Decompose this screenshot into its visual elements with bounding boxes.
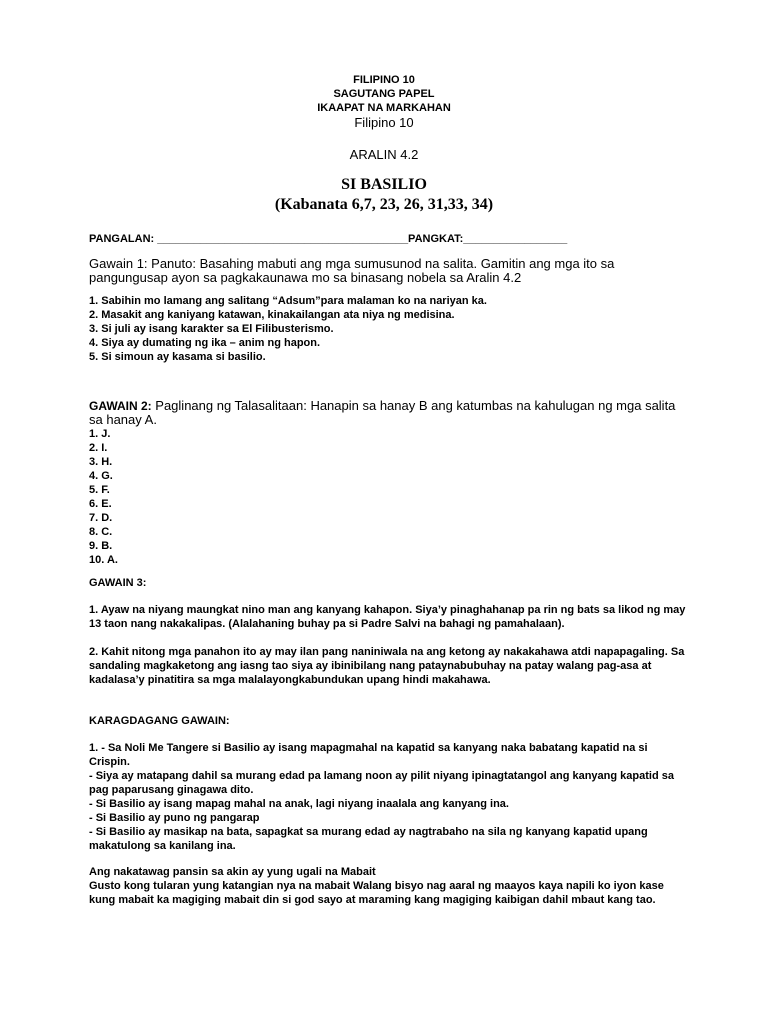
list-item: 8. C.	[89, 526, 113, 538]
closing-line-1: Ang nakatawag pansin sa akin ay yung ugali na Mabait	[89, 866, 376, 878]
gawain1-lead: Gawain 1	[89, 256, 144, 271]
header-filipino: Filipino 10	[354, 115, 414, 130]
title-chapters: (Kabanata 6,7, 23, 26, 31,33, 34)	[274, 196, 494, 213]
closing-answer	[89, 865, 689, 907]
gawain2-text: Paglinang ng Talasalitaan: Hanapin sa hanay B ang katumbas na kahulugan ng mga salita sa hanay A.	[89, 398, 676, 427]
gawain2-list	[89, 427, 689, 567]
list-item: 9. B.	[89, 540, 113, 552]
list-item: 1. J.	[89, 428, 111, 440]
gawain2-lead: GAWAIN 2:	[89, 399, 152, 413]
header-aralin: ARALIN 4.2	[349, 147, 419, 162]
name-section-line: PANGALAN: _________________________________________PANGKAT:_________________	[89, 233, 568, 245]
gawain3-answer-2: 2. Kahit nitong mga panahon ito ay may ilan pang naniniwala na ang ketong ay nakakahawa atdi napapagaling. Sa sandaling magkaketong ang iasng tao siya ay ibinibilang nang pataynabubuhay na patay walang pag-asa at kadalasa’y pinatitira sa mga malalayongkabundukan upang hindi makahawa.	[89, 646, 685, 686]
list-item: 2. I.	[89, 442, 108, 454]
header-markahan: IKAAPAT NA MARKAHAN	[317, 102, 451, 114]
answer-line: - Si Basilio ay puno ng pangarap	[89, 812, 260, 824]
list-item: 5. F.	[89, 484, 110, 496]
answer-line: 1. - Sa Noli Me Tangere si Basilio ay isang mapagmahal na kapatid sa kanyang naka babatang kapatid na si Crispin.	[89, 742, 648, 768]
answer-line: - Siya ay matapang dahil sa murang edad pa lamang noon ay pilit niyang ipinagtatangol ang kanyang kapatid sa pag paparusang ginagawa dito.	[89, 770, 674, 796]
gawain3-heading: GAWAIN 3:	[89, 577, 147, 589]
gawain1-instruction	[89, 257, 689, 285]
gawain2-instruction	[89, 399, 689, 427]
karagdagang-gawain-heading: KARAGDAGANG GAWAIN:	[89, 715, 230, 727]
list-item: 4. G.	[89, 470, 113, 482]
gawain1-text: : Panuto: Basahing mabuti ang mga sumusunod na salita. Gamitin ang mga ito sa pangungusap ayon sa pagkakaunawa mo sa binasang nobela sa Aralin 4.2	[89, 256, 615, 285]
answer-line: - Si Basilio ay masikap na bata, sapagkat sa murang edad ay nagtrabaho na sila ng kanyang kapatid upang makatulong sa kanilang ina.	[89, 826, 648, 852]
list-item: 5. Si simoun ay kasama si basilio.	[89, 351, 266, 363]
closing-line-2: Gusto kong tularan yung katangian nya na mabait Walang bisyo nag aaral ng maayos kaya napili ko iyon kase kung mabait ka magiging mabait din si god sayo at maraming kang magiging kaibigan dahil mbaut kang tao.	[89, 880, 664, 906]
header-sagutang-papel: SAGUTANG PAPEL	[333, 88, 435, 100]
document-header	[0, 73, 768, 162]
title-main: SI BASILIO	[341, 176, 427, 193]
list-item: 7. D.	[89, 512, 113, 524]
list-item: 3. H.	[89, 456, 113, 468]
list-item: 1. Sabihin mo lamang ang salitang “Adsum”para malaman ko na nariyan ka.	[89, 295, 487, 307]
list-item: 2. Masakit ang kaniyang katawan, kinakailangan ata niya ng medisina.	[89, 309, 455, 321]
list-item: 3. Si juli ay isang karakter sa El Filibusterismo.	[89, 323, 334, 335]
list-item: 10. A.	[89, 554, 118, 566]
document-title	[0, 175, 768, 215]
list-item: 6. E.	[89, 498, 112, 510]
header-subject: FILIPINO 10	[353, 74, 415, 86]
gawain3-answer-1: 1. Ayaw na niyang maungkat nino man ang kanyang kahapon. Siya’y pinaghahanap pa rin ng bats sa likod ng may 13 taon nang nakakalipas. (Alalahaning buhay pa si Padre Salvi na bahagi ng pamahalaan).	[89, 604, 686, 630]
list-item: 4. Siya ay dumating ng ika – anim ng hapon.	[89, 337, 321, 349]
gawain1-list	[89, 294, 689, 364]
karagdagang-gawain-answers	[89, 741, 689, 853]
answer-line: - Si Basilio ay isang mapag mahal na anak, lagi niyang inaalala ang kanyang ina.	[89, 798, 509, 810]
